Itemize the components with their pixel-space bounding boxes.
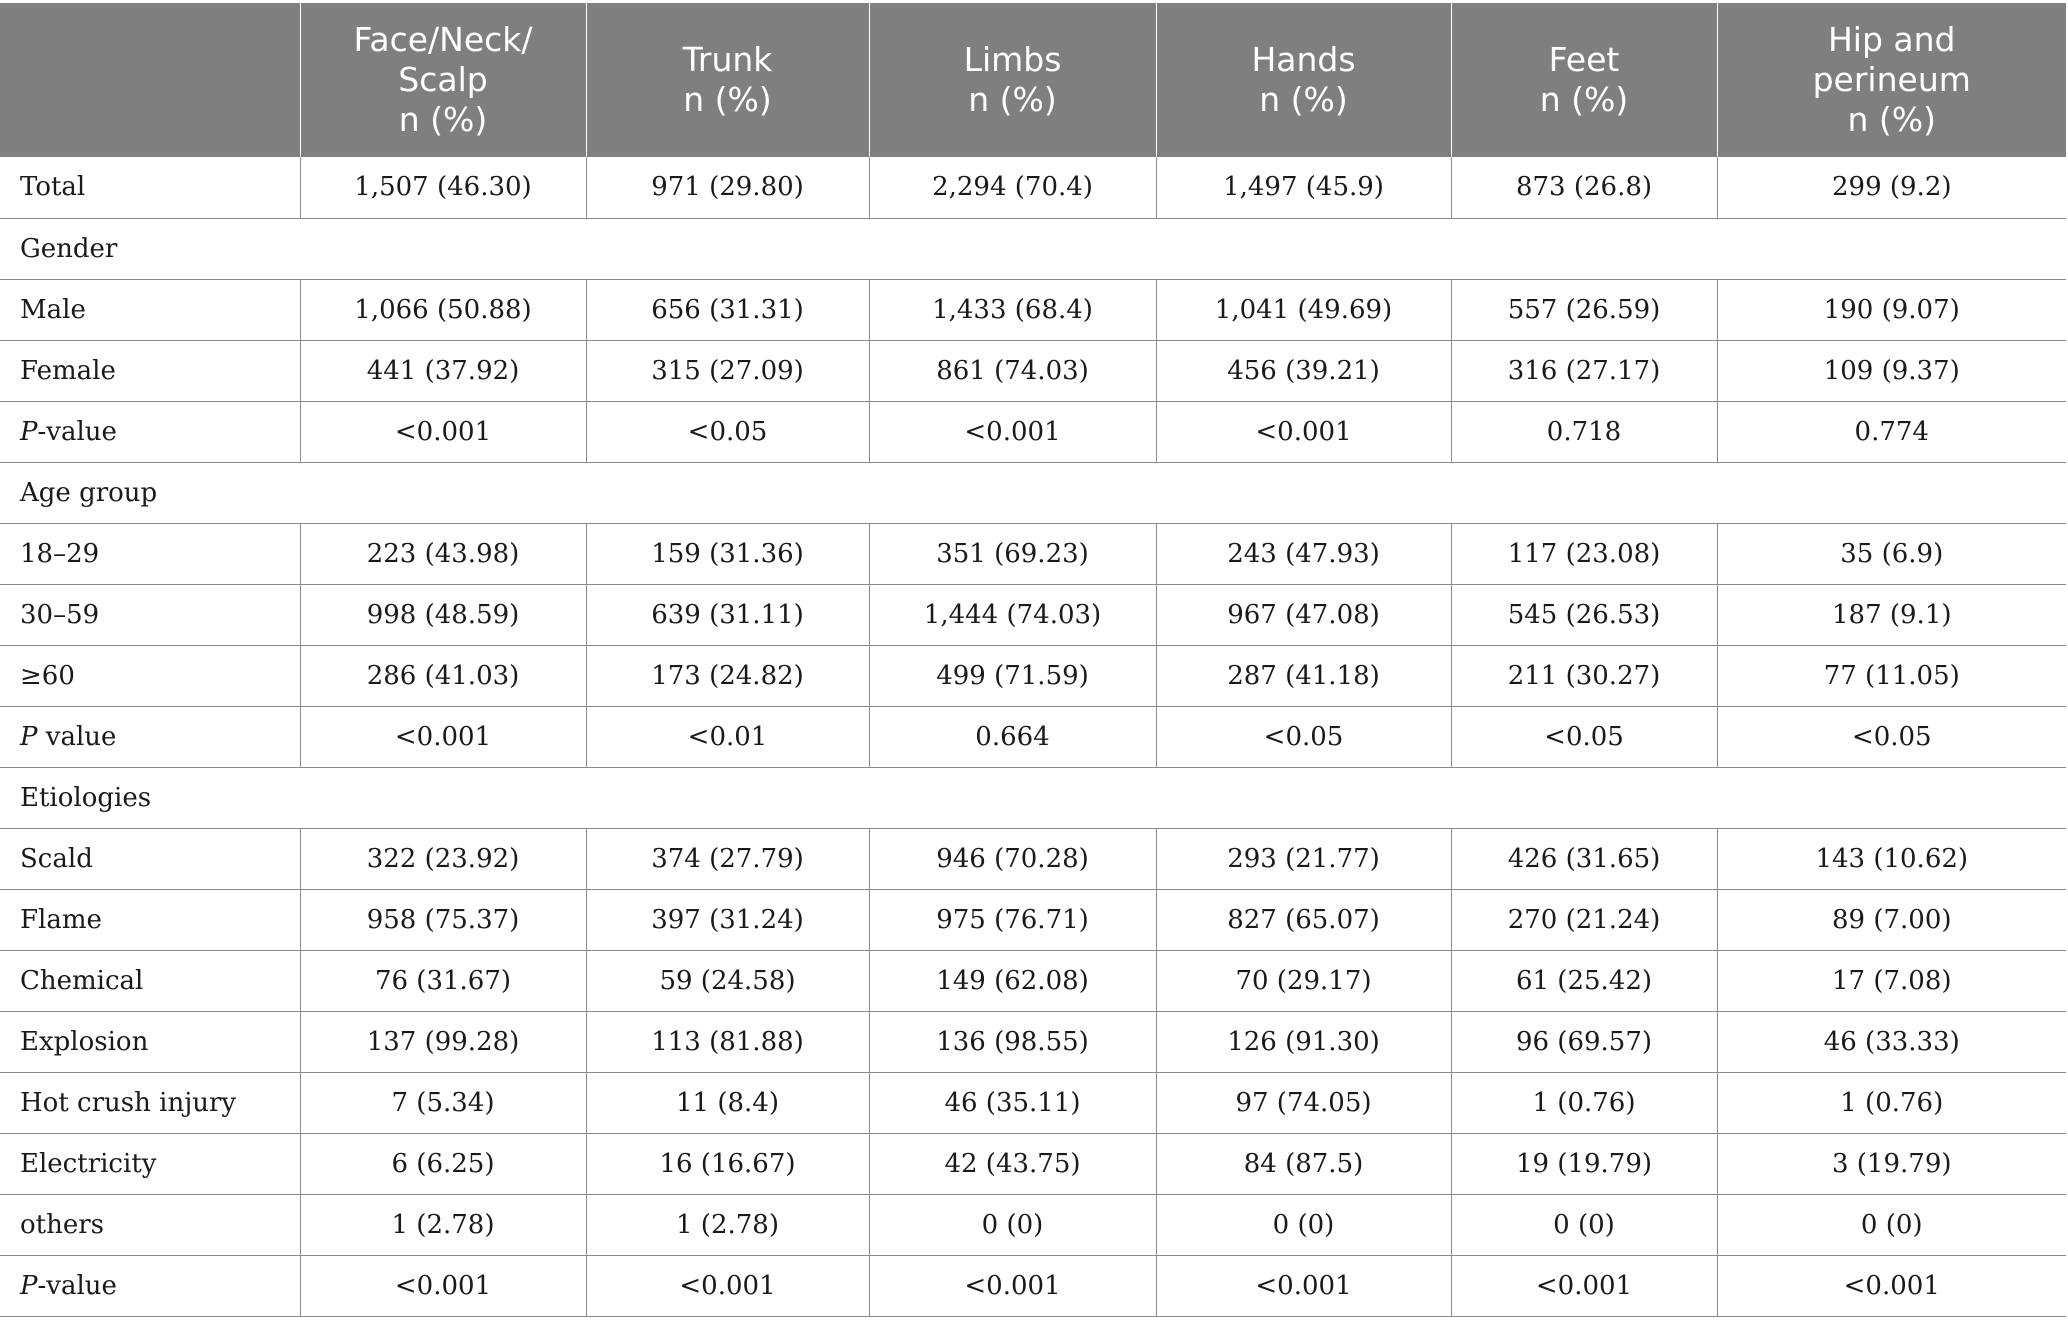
- p-label-suffix: -value: [37, 416, 117, 447]
- table-cell: 0.718: [1451, 401, 1717, 462]
- table-cell: 316 (27.17): [1451, 340, 1717, 401]
- table-cell: 656 (31.31): [586, 279, 869, 340]
- table-cell: 0 (0): [1717, 1194, 2066, 1255]
- table-cell: 967 (47.08): [1156, 584, 1451, 645]
- table-cell: 159 (31.36): [586, 523, 869, 584]
- table-cell: 96 (69.57): [1451, 1011, 1717, 1072]
- table-cell: 322 (23.92): [300, 828, 586, 889]
- table-cell: 42 (43.75): [869, 1133, 1156, 1194]
- row-label: Electricity: [0, 1133, 300, 1194]
- table-cell: 77 (11.05): [1717, 645, 2066, 706]
- table-cell: 16 (16.67): [586, 1133, 869, 1194]
- table-cell: 46 (35.11): [869, 1072, 1156, 1133]
- table-cell: <0.001: [586, 1255, 869, 1316]
- header-line: Feet: [1548, 40, 1620, 79]
- p-value-row: [0, 706, 2066, 767]
- table-cell: 0.774: [1717, 401, 2066, 462]
- header-feet: [1451, 3, 1717, 157]
- header-limbs: [869, 3, 1156, 157]
- table-cell: 187 (9.1): [1717, 584, 2066, 645]
- table-cell: 7 (5.34): [300, 1072, 586, 1133]
- table-cell: 456 (39.21): [1156, 340, 1451, 401]
- header-line: Face/Neck/: [353, 20, 533, 59]
- header-line: n (%): [683, 80, 772, 119]
- table-cell: 19 (19.79): [1451, 1133, 1717, 1194]
- table-cell: <0.001: [1156, 1255, 1451, 1316]
- header-row: [0, 3, 2066, 157]
- table-cell: 1,066 (50.88): [300, 279, 586, 340]
- table-row: [0, 1072, 2066, 1133]
- table-cell: 1,507 (46.30): [300, 157, 586, 218]
- table-cell: 149 (62.08): [869, 950, 1156, 1011]
- row-label: Female: [0, 340, 300, 401]
- table-cell: 499 (71.59): [869, 645, 1156, 706]
- table-cell: 1 (0.76): [1451, 1072, 1717, 1133]
- table-cell: 351 (69.23): [869, 523, 1156, 584]
- table-cell: <0.01: [586, 706, 869, 767]
- row-label: [0, 1255, 300, 1316]
- p-label-suffix: value: [37, 721, 117, 752]
- table-cell: 1 (0.76): [1717, 1072, 2066, 1133]
- table-row: [0, 584, 2066, 645]
- header-line: n (%): [968, 80, 1057, 119]
- p-symbol: P: [20, 1270, 38, 1301]
- row-label: Flame: [0, 889, 300, 950]
- table-cell: 190 (9.07): [1717, 279, 2066, 340]
- row-label: Total: [0, 157, 300, 218]
- burn-site-table: [0, 3, 2066, 1317]
- table-cell: 293 (21.77): [1156, 828, 1451, 889]
- section-label: Etiologies: [0, 767, 2066, 828]
- table-cell: 998 (48.59): [300, 584, 586, 645]
- table-cell: 113 (81.88): [586, 1011, 869, 1072]
- table-row: [0, 1194, 2066, 1255]
- table-cell: 84 (87.5): [1156, 1133, 1451, 1194]
- table-cell: 17 (7.08): [1717, 950, 2066, 1011]
- row-label: [0, 401, 300, 462]
- table-cell: <0.001: [300, 1255, 586, 1316]
- table-cell: 173 (24.82): [586, 645, 869, 706]
- table-cell: 1,433 (68.4): [869, 279, 1156, 340]
- table-cell: 6 (6.25): [300, 1133, 586, 1194]
- table-cell: 0 (0): [869, 1194, 1156, 1255]
- table-cell: 117 (23.08): [1451, 523, 1717, 584]
- table-cell: 70 (29.17): [1156, 950, 1451, 1011]
- table-cell: 958 (75.37): [300, 889, 586, 950]
- table-cell: 975 (76.71): [869, 889, 1156, 950]
- row-label: Chemical: [0, 950, 300, 1011]
- row-label: Male: [0, 279, 300, 340]
- header-line: Hip and: [1827, 20, 1956, 59]
- table-cell: 1,497 (45.9): [1156, 157, 1451, 218]
- table-row: [0, 828, 2066, 889]
- table-row: [0, 645, 2066, 706]
- table-cell: 211 (30.27): [1451, 645, 1717, 706]
- header-line: Trunk: [682, 40, 773, 79]
- table-cell: 0.664: [869, 706, 1156, 767]
- table-cell: <0.001: [1156, 401, 1451, 462]
- table-cell: 299 (9.2): [1717, 157, 2066, 218]
- header-hands: [1156, 3, 1451, 157]
- row-label: 18–29: [0, 523, 300, 584]
- table-cell: 971 (29.80): [586, 157, 869, 218]
- row-label: others: [0, 1194, 300, 1255]
- table-cell: 426 (31.65): [1451, 828, 1717, 889]
- table-cell: 126 (91.30): [1156, 1011, 1451, 1072]
- table-cell: 827 (65.07): [1156, 889, 1451, 950]
- table-cell: 0 (0): [1451, 1194, 1717, 1255]
- table-body: [0, 157, 2066, 1316]
- table-cell: <0.05: [586, 401, 869, 462]
- table-cell: <0.05: [1156, 706, 1451, 767]
- header-line: n (%): [1847, 100, 1936, 139]
- table-cell: 873 (26.8): [1451, 157, 1717, 218]
- table-cell: 946 (70.28): [869, 828, 1156, 889]
- table-cell: <0.001: [300, 706, 586, 767]
- section-label: Age group: [0, 462, 2066, 523]
- table-cell: 136 (98.55): [869, 1011, 1156, 1072]
- row-label: Hot crush injury: [0, 1072, 300, 1133]
- p-symbol: P: [20, 721, 38, 752]
- table-cell: 243 (47.93): [1156, 523, 1451, 584]
- table-header: [0, 3, 2066, 157]
- table-cell: 11 (8.4): [586, 1072, 869, 1133]
- table-cell: 76 (31.67): [300, 950, 586, 1011]
- section-label: Gender: [0, 218, 2066, 279]
- p-symbol: P: [20, 416, 38, 447]
- table-cell: 286 (41.03): [300, 645, 586, 706]
- row-label: 30–59: [0, 584, 300, 645]
- section-row: [0, 462, 2066, 523]
- table-cell: 89 (7.00): [1717, 889, 2066, 950]
- table-row: [0, 279, 2066, 340]
- header-line: Limbs: [963, 40, 1062, 79]
- row-label: ≥60: [0, 645, 300, 706]
- p-value-row: [0, 401, 2066, 462]
- table-cell: 0 (0): [1156, 1194, 1451, 1255]
- header-line: n (%): [1259, 80, 1348, 119]
- table-row: [0, 157, 2066, 218]
- table-cell: 1 (2.78): [586, 1194, 869, 1255]
- table-cell: <0.05: [1717, 706, 2066, 767]
- table-row: [0, 950, 2066, 1011]
- table-cell: 639 (31.11): [586, 584, 869, 645]
- table-row: [0, 1011, 2066, 1072]
- table-cell: <0.05: [1451, 706, 1717, 767]
- header-line: Hands: [1251, 40, 1356, 79]
- table-cell: 97 (74.05): [1156, 1072, 1451, 1133]
- table-cell: 315 (27.09): [586, 340, 869, 401]
- header-hip-perineum: [1717, 3, 2066, 157]
- table-cell: 137 (99.28): [300, 1011, 586, 1072]
- table-row: [0, 889, 2066, 950]
- table-cell: 441 (37.92): [300, 340, 586, 401]
- header-empty: [0, 3, 300, 157]
- header-line: n (%): [398, 100, 488, 139]
- table-cell: 35 (6.9): [1717, 523, 2066, 584]
- table-cell: <0.001: [300, 401, 586, 462]
- table-cell: 861 (74.03): [869, 340, 1156, 401]
- table-cell: 2,294 (70.4): [869, 157, 1156, 218]
- header-line: perineum: [1812, 60, 1971, 99]
- table-cell: 374 (27.79): [586, 828, 869, 889]
- table-row: [0, 340, 2066, 401]
- table-cell: <0.001: [869, 401, 1156, 462]
- header-line: n (%): [1539, 80, 1629, 119]
- section-row: [0, 767, 2066, 828]
- table-cell: 3 (19.79): [1717, 1133, 2066, 1194]
- table-cell: 1,041 (49.69): [1156, 279, 1451, 340]
- table-cell: 557 (26.59): [1451, 279, 1717, 340]
- table-row: [0, 523, 2066, 584]
- section-row: [0, 218, 2066, 279]
- table-cell: 270 (21.24): [1451, 889, 1717, 950]
- p-value-row: [0, 1255, 2066, 1316]
- row-label: Explosion: [0, 1011, 300, 1072]
- table-cell: 287 (41.18): [1156, 645, 1451, 706]
- table-cell: 109 (9.37): [1717, 340, 2066, 401]
- header-face-neck-scalp: [300, 3, 586, 157]
- table-cell: 545 (26.53): [1451, 584, 1717, 645]
- table-cell: 143 (10.62): [1717, 828, 2066, 889]
- p-label-suffix: -value: [37, 1270, 117, 1301]
- header-trunk: [586, 3, 869, 157]
- header-line: Scalp: [398, 60, 488, 99]
- table-cell: 397 (31.24): [586, 889, 869, 950]
- table-cell: 1,444 (74.03): [869, 584, 1156, 645]
- table-row: [0, 1133, 2066, 1194]
- row-label: [0, 706, 300, 767]
- table-cell: 223 (43.98): [300, 523, 586, 584]
- table-cell: 1 (2.78): [300, 1194, 586, 1255]
- table-cell: 59 (24.58): [586, 950, 869, 1011]
- table-cell: 61 (25.42): [1451, 950, 1717, 1011]
- row-label: Scald: [0, 828, 300, 889]
- table-cell: <0.001: [1451, 1255, 1717, 1316]
- table-cell: <0.001: [869, 1255, 1156, 1316]
- table-cell: <0.001: [1717, 1255, 2066, 1316]
- table-cell: 46 (33.33): [1717, 1011, 2066, 1072]
